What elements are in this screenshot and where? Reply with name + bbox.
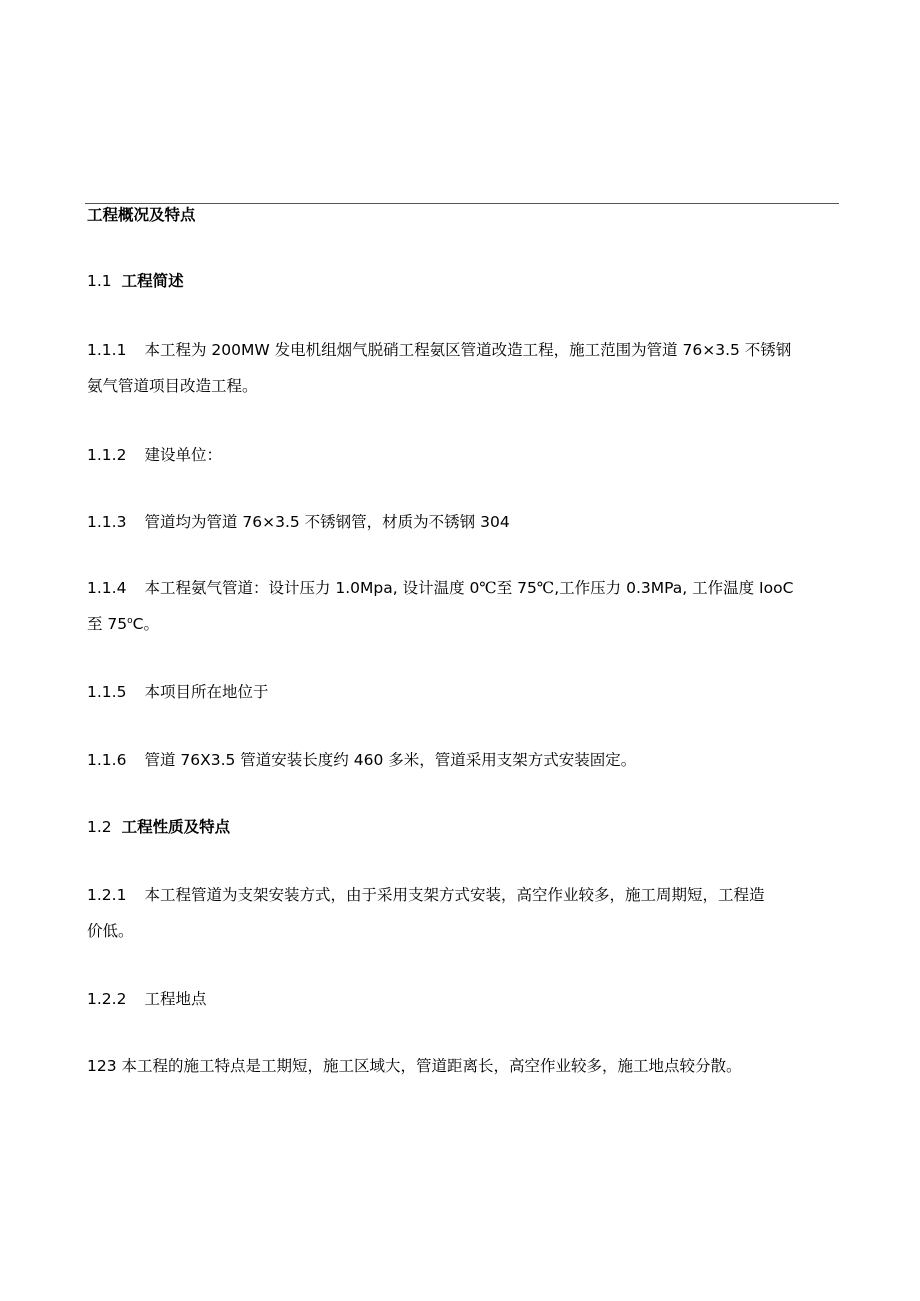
paragraph-text: 本工程管道为支架安装方式，由于采用支架方式安装，高空作业较多，施工周期短，工程造 — [144, 886, 765, 904]
paragraph-text: 本工程氨气管道：设计压力 1.0Mpa, 设计温度 0 — [144, 579, 480, 597]
section-title: 工程性质及特点 — [121, 818, 231, 836]
section-1-2-heading — [87, 817, 230, 837]
paragraph-text: ,工作压力 0.3MPa, 工作温度 IooC — [554, 579, 794, 597]
section-1-1-heading — [87, 271, 184, 291]
paragraph-1-2-1 — [87, 885, 764, 905]
paragraph-1-2-1-continued: 价低。 — [87, 922, 134, 940]
paragraph-1-2-2 — [87, 989, 206, 1009]
paragraph-number: 1.2.1 — [87, 886, 127, 904]
degree-symbol: ℃ — [479, 579, 497, 597]
paragraph-text: 本项目所在地位于 — [144, 683, 269, 701]
paragraph-text: 至 75 — [87, 615, 128, 633]
paragraph-text: 管道 76X3.5 管道安装长度约 460 多米，管道采用支架方式安装固定。 — [144, 751, 637, 769]
paragraph-number: 1.1.6 — [87, 751, 127, 769]
paragraph-text: 工程地点 — [144, 990, 207, 1008]
paragraph-1-1-5 — [87, 682, 268, 702]
paragraph-number: 1.1.4 — [87, 579, 127, 597]
header-rule — [85, 203, 839, 204]
paragraph-text: 管道均为管道 76×3.5 不锈钢管，材质为不锈钢 304 — [144, 513, 510, 531]
section-number: 1.1 — [87, 272, 112, 290]
section-heading: 工程概况及特点 — [87, 206, 196, 224]
degree-superscript: o — [127, 616, 133, 626]
paragraph-number: 1.1.1 — [87, 341, 127, 359]
paragraph-text: 至 75 — [496, 579, 537, 597]
section-number: 1.2 — [87, 818, 112, 836]
paragraph-text: C。 — [132, 615, 159, 633]
paragraph-1-1-1 — [87, 340, 791, 360]
degree-symbol: ℃ — [536, 579, 555, 597]
paragraph-1-1-1-continued: 氨气管道项目改造工程。 — [87, 377, 258, 395]
paragraph-text: 建设单位： — [144, 446, 222, 464]
paragraph-number: 1.1.5 — [87, 683, 127, 701]
paragraph-1-1-3 — [87, 512, 510, 532]
paragraph-number: 1.1.2 — [87, 446, 127, 464]
paragraph-1-1-4-continued — [87, 614, 159, 634]
paragraph-1-1-6 — [87, 750, 636, 770]
section-title: 工程简述 — [121, 272, 184, 290]
paragraph-1-1-4 — [87, 578, 793, 598]
paragraph-1-1-2 — [87, 445, 222, 465]
paragraph-1-2-3: 123 本工程的施工特点是工期短，施工区域大，管道距离长，高空作业较多，施工地点较分散。 — [87, 1057, 742, 1075]
paragraph-text: 本工程为 200MW 发电机组烟气脱硝工程氨区管道改造工程，施工范围为管道 76×3.5 不锈钢 — [144, 341, 792, 359]
paragraph-number: 1.2.2 — [87, 990, 127, 1008]
paragraph-number: 1.1.3 — [87, 513, 127, 531]
